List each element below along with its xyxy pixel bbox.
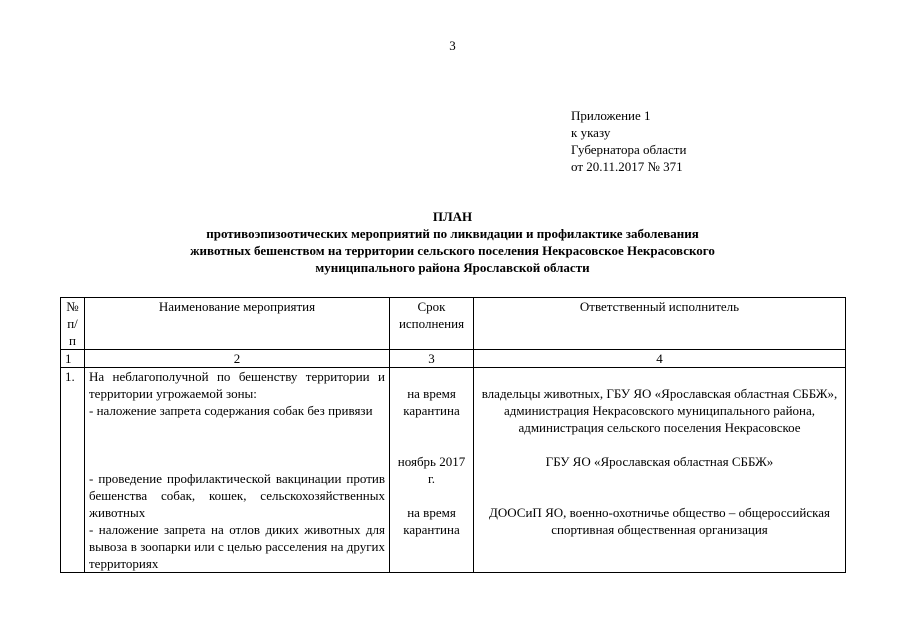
- column-number-1: 1: [61, 350, 85, 368]
- column-number-4: 4: [474, 350, 846, 368]
- row-terms: [390, 368, 474, 573]
- header-name: Наименование мероприятия: [85, 298, 390, 350]
- column-number-3: 3: [390, 350, 474, 368]
- row-intro: На неблагополучной по бешенству территории и территории угрожаемой зоны:: [89, 369, 385, 401]
- item-term: ноябрь 2017 г.: [397, 454, 466, 486]
- item-name: - наложение запрета содержания собак без привязи: [89, 403, 373, 418]
- page-number: 3: [449, 38, 456, 53]
- column-number-row: [61, 350, 846, 368]
- appendix-line-2: к указу: [571, 125, 611, 140]
- appendix-line-1: Приложение 1: [571, 108, 651, 123]
- header-num: № п/п: [61, 298, 85, 350]
- row-number: 1.: [61, 368, 85, 573]
- appendix-block: [571, 107, 686, 175]
- item-name: - наложение запрета на отлов диких животных для вывоза в зоопарки или с целью расселения на других территориях: [89, 522, 385, 571]
- plan-table: [60, 297, 846, 573]
- column-number-2: 2: [85, 350, 390, 368]
- row-content: [85, 368, 390, 573]
- header-term: Срок исполнения: [390, 298, 474, 350]
- header-executor: Ответственный исполнитель: [474, 298, 846, 350]
- title-line-3: животных бешенством на территории сельского поселения Некрасовское Некрасовского: [190, 243, 715, 258]
- table-header-row: [61, 298, 846, 350]
- table-row: [61, 368, 846, 573]
- item-term: на время карантина: [403, 386, 460, 418]
- title-line-4: муниципального района Ярославской области: [315, 260, 590, 275]
- item-term: на время карантина: [403, 505, 460, 537]
- item-executor: владельцы животных, ГБУ ЯО «Ярославская областная СББЖ», администрация Некрасовского муниципального района, администрация сельского поселения Некрасовское: [481, 386, 838, 435]
- document-title: [60, 208, 845, 276]
- title-line-2: противоэпизоотических мероприятий по ликвидации и профилактике заболевания: [206, 226, 699, 241]
- row-executors: [474, 368, 846, 573]
- title-line-1: ПЛАН: [432, 209, 473, 224]
- appendix-line-3: Губернатора области: [571, 142, 687, 157]
- item-name: - проведение профилактической вакцинации против бешенства собак, кошек, сельскохозяйственных животных: [89, 471, 385, 520]
- item-executor: ГБУ ЯО «Ярославская областная СББЖ»: [545, 454, 774, 469]
- item-executor: ДООСиП ЯО, военно-охотничье общество – общероссийская спортивная общественная организация: [489, 505, 830, 537]
- appendix-line-4: от 20.11.2017 № 371: [571, 159, 683, 174]
